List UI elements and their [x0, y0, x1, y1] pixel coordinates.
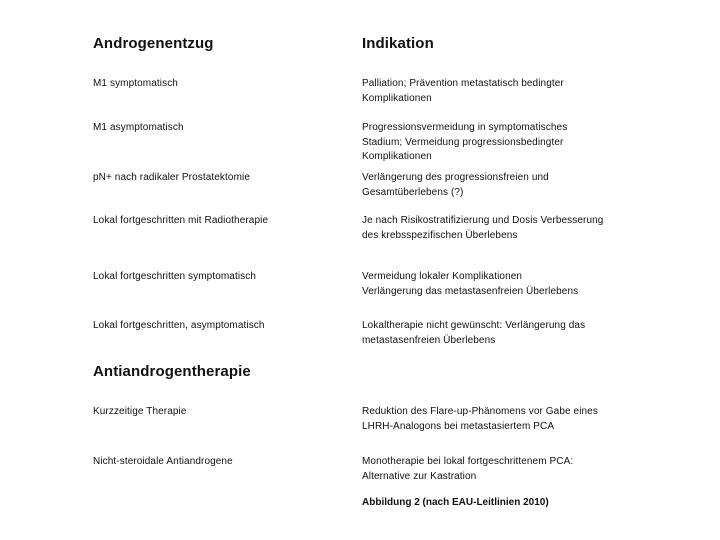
row-6-indication-line: Lokaltherapie nicht gewünscht: Verlängerung das [362, 320, 586, 331]
row-2-condition: M1 asymptomatisch [93, 122, 184, 133]
row-6-indication [362, 319, 632, 348]
figure-caption: Abbildung 2 (nach EAU-Leitlinien 2010) [362, 497, 549, 508]
row-2-indication [362, 121, 632, 165]
row-3-indication-line: Verlängerung des progressionsfreien und [362, 172, 549, 183]
row-4-indication-line: Je nach Risikostratifizierung und Dosis Verbesserung [362, 215, 604, 226]
row-5-indication [362, 270, 632, 299]
row-1-indication [362, 77, 632, 106]
row-2-indication-line: Komplikationen [362, 151, 432, 162]
row-8-indication-line: Alternative zur Kastration [362, 470, 477, 482]
row-5-condition: Lokal fortgeschritten symptomatisch [93, 271, 257, 282]
row-3-condition: pN+ nach radikaler Prostatektomie [93, 172, 250, 183]
row-8-indication [362, 455, 632, 484]
row-3-indication-line: Gesamtüberlebens (?) [362, 186, 464, 198]
row-3-indication [362, 171, 632, 200]
heading-indikation: Indikation [362, 35, 434, 52]
row-7-condition: Kurzzeitige Therapie [93, 406, 187, 417]
row-6-indication-line: metastasenfreien Überlebens [362, 334, 496, 346]
row-1-indication-line: Palliation; Prävention metastatisch bedingter [362, 78, 564, 89]
row-2-indication-line: Progressionsvermeidung in symptomatisches [362, 122, 568, 133]
heading-antiandrogentherapie: Antiandrogentherapie [93, 363, 251, 380]
row-4-indication-line: des krebsspezifischen Überlebens [362, 229, 518, 241]
row-7-indication [362, 405, 632, 434]
row-4-indication [362, 214, 632, 243]
row-7-indication-line: LHRH-Analogons bei metastasiertem PCA [362, 420, 555, 432]
row-5-indication-line: Verlängerung das metastasenfreien Überlebens [362, 285, 579, 297]
row-8-indication-line: Monotherapie bei lokal fortgeschrittenem PCA: [362, 456, 574, 467]
heading-androgenentzug: Androgenentzug [93, 35, 214, 52]
row-5-indication-line: Vermeidung lokaler Komplikationen [362, 271, 523, 282]
row-2-indication-line: Stadium; Vermeidung progressionsbedingter [362, 136, 564, 148]
row-4-condition: Lokal fortgeschritten mit Radiotherapie [93, 215, 269, 226]
row-1-condition: M1 symptomatisch [93, 78, 178, 89]
row-7-indication-line: Reduktion des Flare-up-Phänomens vor Gabe eines [362, 406, 598, 417]
row-8-condition: Nicht-steroidale Antiandrogene [93, 456, 233, 467]
row-1-indication-line: Komplikationen [362, 92, 432, 104]
row-6-condition: Lokal fortgeschritten, asymptomatisch [93, 320, 265, 331]
